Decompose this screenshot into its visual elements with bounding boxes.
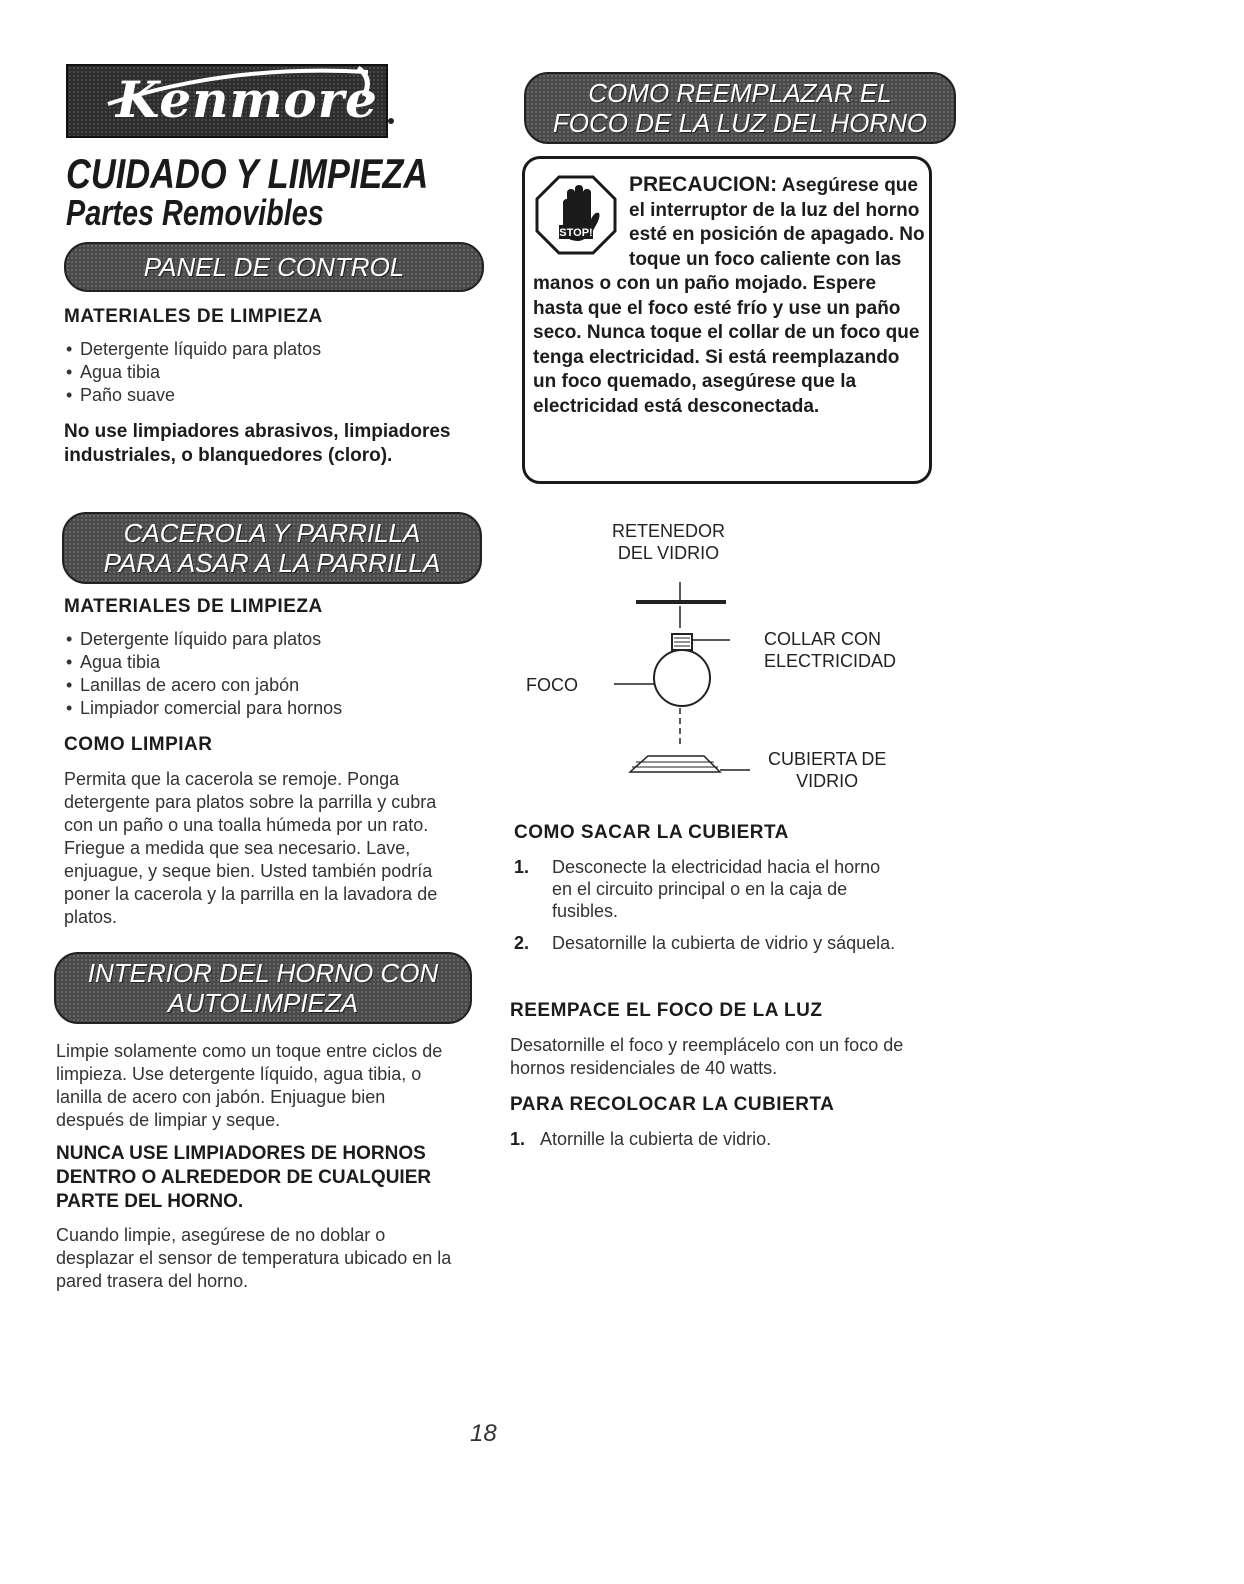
panel-warning: No use limpiadores abrasivos, limpiadores industriales, o blanquedores (cloro). [64,421,451,466]
step-text: Desatornille la cubierta de vidrio y sáquela. [552,933,896,953]
list-item: • Paño suave [66,384,466,407]
retainer-line1: RETENEDOR [612,521,726,541]
broiler-banner-line2: PARA ASAR A LA PARRILLA [103,548,441,578]
kenmore-logo [66,64,388,138]
step-number: 1. [514,857,530,877]
diagram-retainer-label [612,520,725,564]
interior-text: Limpie solamente como un toque entre ciclos de limpieza. Use detergente líquido, agua tibia, o lanilla de acero con jabón. Enjuague bien después de limpiar y seque. [56,1041,443,1130]
list-item: • Detergente líquido para platos [66,338,466,361]
list-item [514,856,904,922]
page-number: 18 [470,1420,497,1447]
collar-line1: COLLAR CON [764,629,882,649]
collar-line2: ELECTRICIDAD [764,651,897,671]
logo-text: Kenmore [116,70,378,129]
page-title: CUIDADO Y LIMPIEZA [66,150,429,197]
replace-heading: REEMPACE EL FOCO DE LA LUZ [510,1000,823,1021]
step-number: 1. [510,1129,526,1149]
list-item: • Agua tibia [66,651,466,674]
list-item: • Detergente líquido para platos [66,628,466,651]
interior-warning: NUNCA USE LIMPIADORES DE HORNOS DENTRO O ALREDEDOR DE CUALQUIER PARTE DEL HORNO. [56,1143,432,1212]
remove-steps [514,856,904,964]
stop-hand-icon [533,173,629,263]
remove-heading: COMO SACAR LA CUBIERTA [514,822,789,843]
reinstall-heading: PARA RECOLOCAR LA CUBIERTA [510,1094,835,1115]
page-subtitle: Partes Removibles [66,192,324,233]
logo-dot [388,118,394,124]
step-number: 2. [514,933,530,953]
cover-line2: VIDRIO [796,771,859,791]
caution-box [522,156,932,484]
list-item: • Lanillas de acero con jabón [66,674,466,697]
list-item [514,932,904,954]
interior-banner [54,952,472,1024]
bulb-diagram [600,580,750,790]
diagram-cover-label [768,748,886,792]
broiler-materials-list [66,628,466,720]
caution-text: Asegúrese que el interruptor de la luz del horno esté en posición de apagado. No toque un foco caliente con las manos o con un paño mojado. Espere hasta que el foco esté frío y use un paño seco. Nunca toque el collar de un foco que tenga electricidad. Si está reemplazando un foco quemado, asegúrese que la electricidad está desconectada. [533,175,925,417]
broiler-how-heading: COMO LIMPIAR [64,734,213,755]
panel-materials-heading: MATERIALES DE LIMPIEZA [64,306,323,327]
step-text: Desconecte la electricidad hacia el horno en el circuito principal o en la caja de fusibles. [552,857,881,921]
caution-label: PRECAUCION: [629,173,778,196]
stop-icon-label: STOP! [559,227,593,239]
panel-materials-list [66,338,466,407]
broiler-banner [62,512,482,584]
bulb-banner [524,72,956,144]
bulb-banner-line2: FOCO DE LA LUZ DEL HORNO [552,108,928,138]
diagram-bulb-label: FOCO [526,675,578,695]
cover-line1: CUBIERTA DE [768,749,887,769]
list-item: • Agua tibia [66,361,466,384]
list-item: • Limpiador comercial para hornos [66,697,466,720]
bulb-banner-line1: COMO REEMPLAZAR EL [588,78,892,108]
list-item [510,1128,910,1150]
reinstall-steps [510,1128,910,1160]
panel-banner-text: PANEL DE CONTROL [143,252,405,282]
broiler-how-text: Permita que la cacerola se remoje. Ponga detergente para platos sobre la parrilla y cubra con un paño o una toalla húmeda por un rato. Friegue a medida que sea necesario. Lave, enjuague, y seque bien. Usted también podría poner la cacerola y la parrilla en la lavadora de platos. [64,769,438,927]
panel-banner [64,242,484,292]
retainer-line2: DEL VIDRIO [617,543,720,563]
broiler-banner-line1: CACEROLA Y PARRILLA [123,518,421,548]
broiler-materials-heading: MATERIALES DE LIMPIEZA [64,596,323,617]
interior-banner-line1: INTERIOR DEL HORNO CON [87,958,439,988]
interior-banner-line2: AUTOLIMPIEZA [167,988,359,1018]
diagram-collar-label [764,628,896,672]
step-text: Atornille la cubierta de vidrio. [540,1129,772,1149]
replace-text: Desatornille el foco y reemplácelo con un foco de hornos residenciales de 40 watts. [510,1035,904,1078]
interior-note: Cuando limpie, asegúrese de no doblar o desplazar el sensor de temperatura ubicado en la pared trasera del horno. [56,1225,452,1291]
caution-content [533,173,925,419]
